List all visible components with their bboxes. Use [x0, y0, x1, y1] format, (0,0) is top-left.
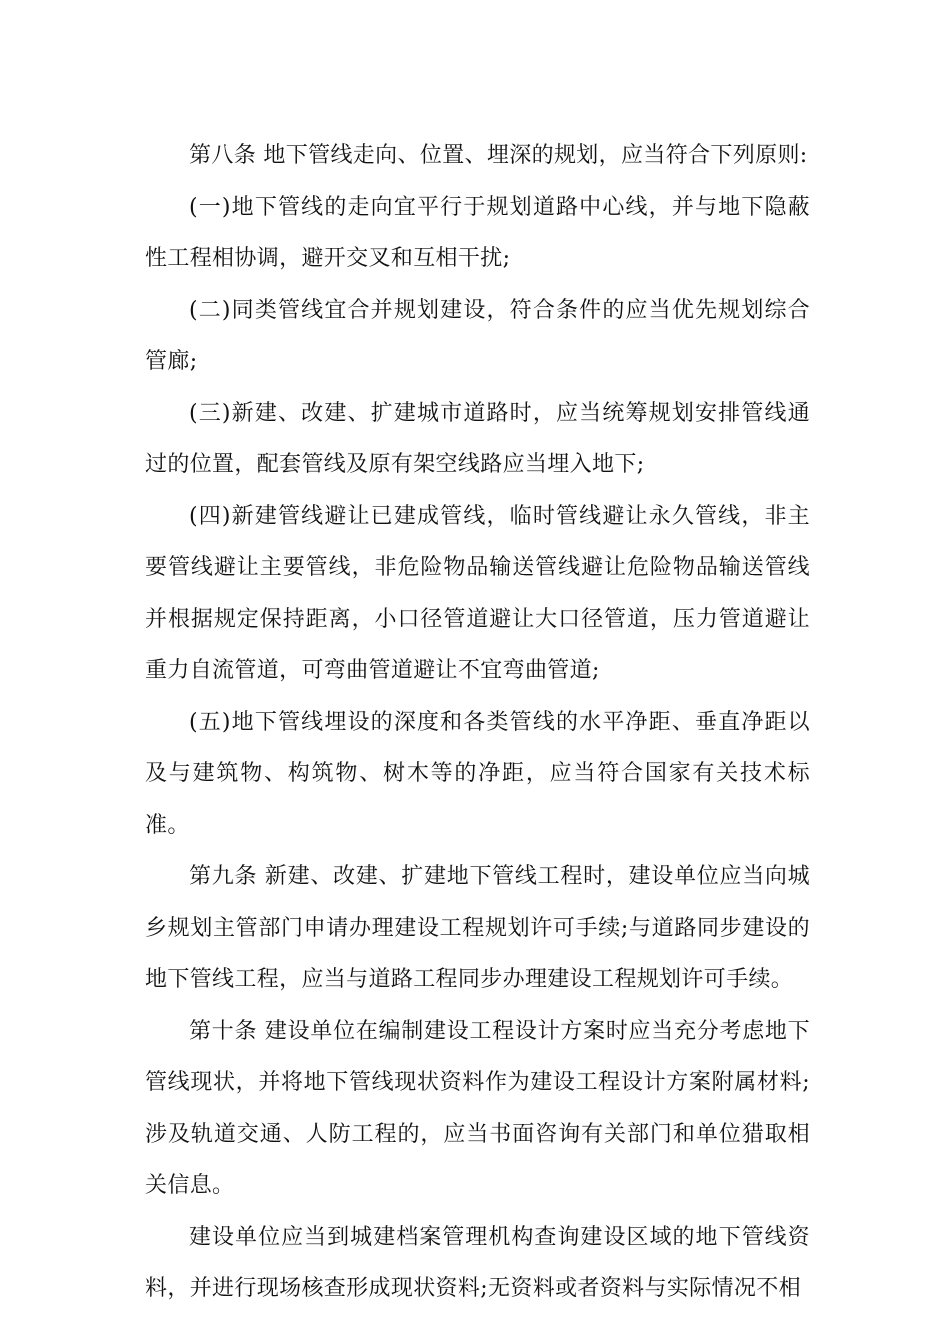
paragraph-item-3: (三)新建、改建、扩建城市道路时，应当统筹规划安排管线通过的位置，配套管线及原有架空线路应当埋入地下; — [145, 400, 810, 477]
paragraph-item-4: (四)新建管线避让已建成管线，临时管线避让永久管线，非主要管线避让主要管线，非危险物品输送管线避让危险物品输送管线并根据规定保持距离，小口径管道避让大口径管道，压力管道避让重力自流管道，可弯曲管道避让不宜弯曲管道; — [145, 503, 810, 683]
paragraph-article-8: 第八条 地下管线走向、位置、埋深的规划，应当符合下列原则: — [189, 143, 808, 168]
paragraph-article-9: 第九条 新建、改建、扩建地下管线工程时，建设单位应当向城乡规划主管部门申请办理建设工程规划许可手续;与道路同步建设的地下管线工程，应当与道路工程同步办理建设工程规划许可手续。 — [145, 864, 810, 992]
paragraph-item-5: (五)地下管线埋设的深度和各类管线的水平净距、垂直净距以及与建筑物、构筑物、树木等的净距，应当符合国家有关技术标准。 — [145, 709, 810, 838]
paragraph-article-10: 第十条 建设单位在编制建设工程设计方案时应当充分考虑地下管线现状，并将地下管线现状资料作为建设工程设计方案附属材料;涉及轨道交通、人防工程的，应当书面咨询有关部门和单位猎取相关信息。 — [145, 1018, 810, 1198]
document-body — [145, 130, 810, 1315]
paragraph-article-10-continued: 建设单位应当到城建档案管理机构查询建设区域的地下管线资料，并进行现场核查形成现状资料;无资料或者资料与实际情况不相 — [145, 1224, 810, 1301]
paragraph-item-1: (一)地下管线的走向宜平行于规划道路中心线，并与地下隐蔽性工程相协调，避开交叉和互相干扰; — [145, 194, 810, 271]
paragraph-item-2: (二)同类管线宜合并规划建设，符合条件的应当优先规划综合管廊; — [145, 297, 810, 374]
